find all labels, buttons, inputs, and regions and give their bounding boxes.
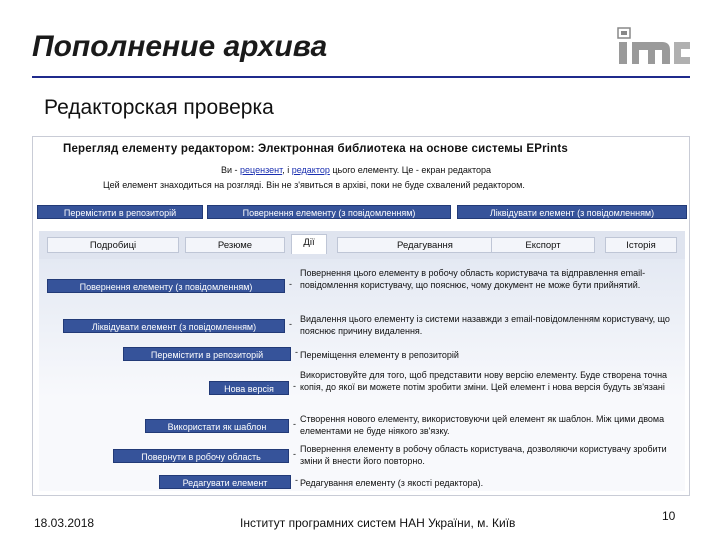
page-heading: Перегляд елементу редактором: Электронная библиотека на основе системы EPrints [63, 143, 569, 155]
action-edit-button[interactable]: Редагувати елемент [159, 475, 291, 489]
action-move-button[interactable]: Перемістити в репозиторій [123, 347, 291, 361]
editor-link[interactable]: редактор [291, 165, 330, 175]
actions-panel [39, 259, 685, 491]
tab-bar [39, 231, 685, 259]
destroy-item-button[interactable]: Ліквідувати елемент (з повідомленням) [457, 205, 687, 219]
action-new-version-button[interactable]: Нова версія [209, 381, 289, 395]
separator: - [293, 419, 296, 429]
action-move-description: Переміщення елементу в репозиторій [300, 350, 459, 360]
role-info: Ви - рецензент, і редактор цього елементу. Це - екран редактора [221, 165, 491, 175]
return-item-button[interactable]: Повернення елементу (з повідомленням) [207, 205, 451, 219]
action-move-to-workarea-button[interactable]: Повернути в робочу область [113, 449, 289, 463]
action-return-description: Повернення цього елементу в робочу область користувача та відправлення email-повідомлення користувачу, що пояснює, чому документ не може бути прийнятий. [300, 268, 646, 290]
imc-logo-icon [612, 22, 692, 68]
footer-date: 18.03.2018 [34, 516, 95, 530]
action-use-template-description: Створення нового елементу, використовуючи цей елемент як шаблон. Між цими двома елементами не буде ніякого зв'язку. [300, 414, 665, 436]
footer-institute: Інститут програмних систем НАН України, м. Київ [240, 516, 516, 530]
separator: - [289, 279, 292, 289]
separator: - [289, 319, 292, 329]
eprints-screenshot [32, 136, 690, 496]
tab-summary[interactable]: Резюме [185, 237, 285, 253]
tab-actions[interactable]: Дії [291, 234, 327, 254]
separator: - [293, 381, 296, 391]
reviewer-link[interactable]: рецензент [240, 165, 283, 175]
move-to-repository-button[interactable]: Перемістити в репозиторій [37, 205, 203, 219]
action-destroy-button[interactable]: Ліквідувати елемент (з повідомленням) [63, 319, 285, 333]
action-use-template-button[interactable]: Використати як шаблон [145, 419, 289, 433]
action-new-version-description: Використовуйте для того, щоб представити нову версію елементу. Буде створена точна копія, до якої ви можете потім зробити зміни. Цей елемент і нова версія будуть зв'язані [300, 370, 668, 392]
title-divider [32, 76, 690, 78]
tab-export[interactable]: Експорт [491, 237, 595, 253]
separator: - [295, 347, 298, 357]
tab-history[interactable]: Історія [605, 237, 677, 253]
separator: - [295, 475, 298, 485]
slide-title: Пополнение архива [32, 30, 328, 63]
slide-subtitle: Редакторская проверка [44, 96, 274, 119]
action-edit-description: Редагування елементу (з якості редактора). [300, 478, 484, 488]
action-return-button[interactable]: Повернення елементу (з повідомленням) [47, 279, 285, 293]
status-info: Цей елемент знаходиться на розгляді. Він не з'явиться в архіві, поки не буде схвалений редактором. [103, 180, 525, 190]
tab-editing[interactable]: Редагування [337, 237, 513, 253]
page-number: 10 [662, 509, 676, 523]
action-destroy-description: Видалення цього елементу із системи назавжди з email-повідомленням користувачу, що пояснює причину видалення. [300, 314, 670, 336]
tab-details[interactable]: Подробиці [47, 237, 179, 253]
separator: - [293, 449, 296, 459]
action-move-to-workarea-description: Повернення елементу в робочу область користувача, дозволяючи користувачу зробити зміни й внести його повторно. [300, 444, 667, 466]
